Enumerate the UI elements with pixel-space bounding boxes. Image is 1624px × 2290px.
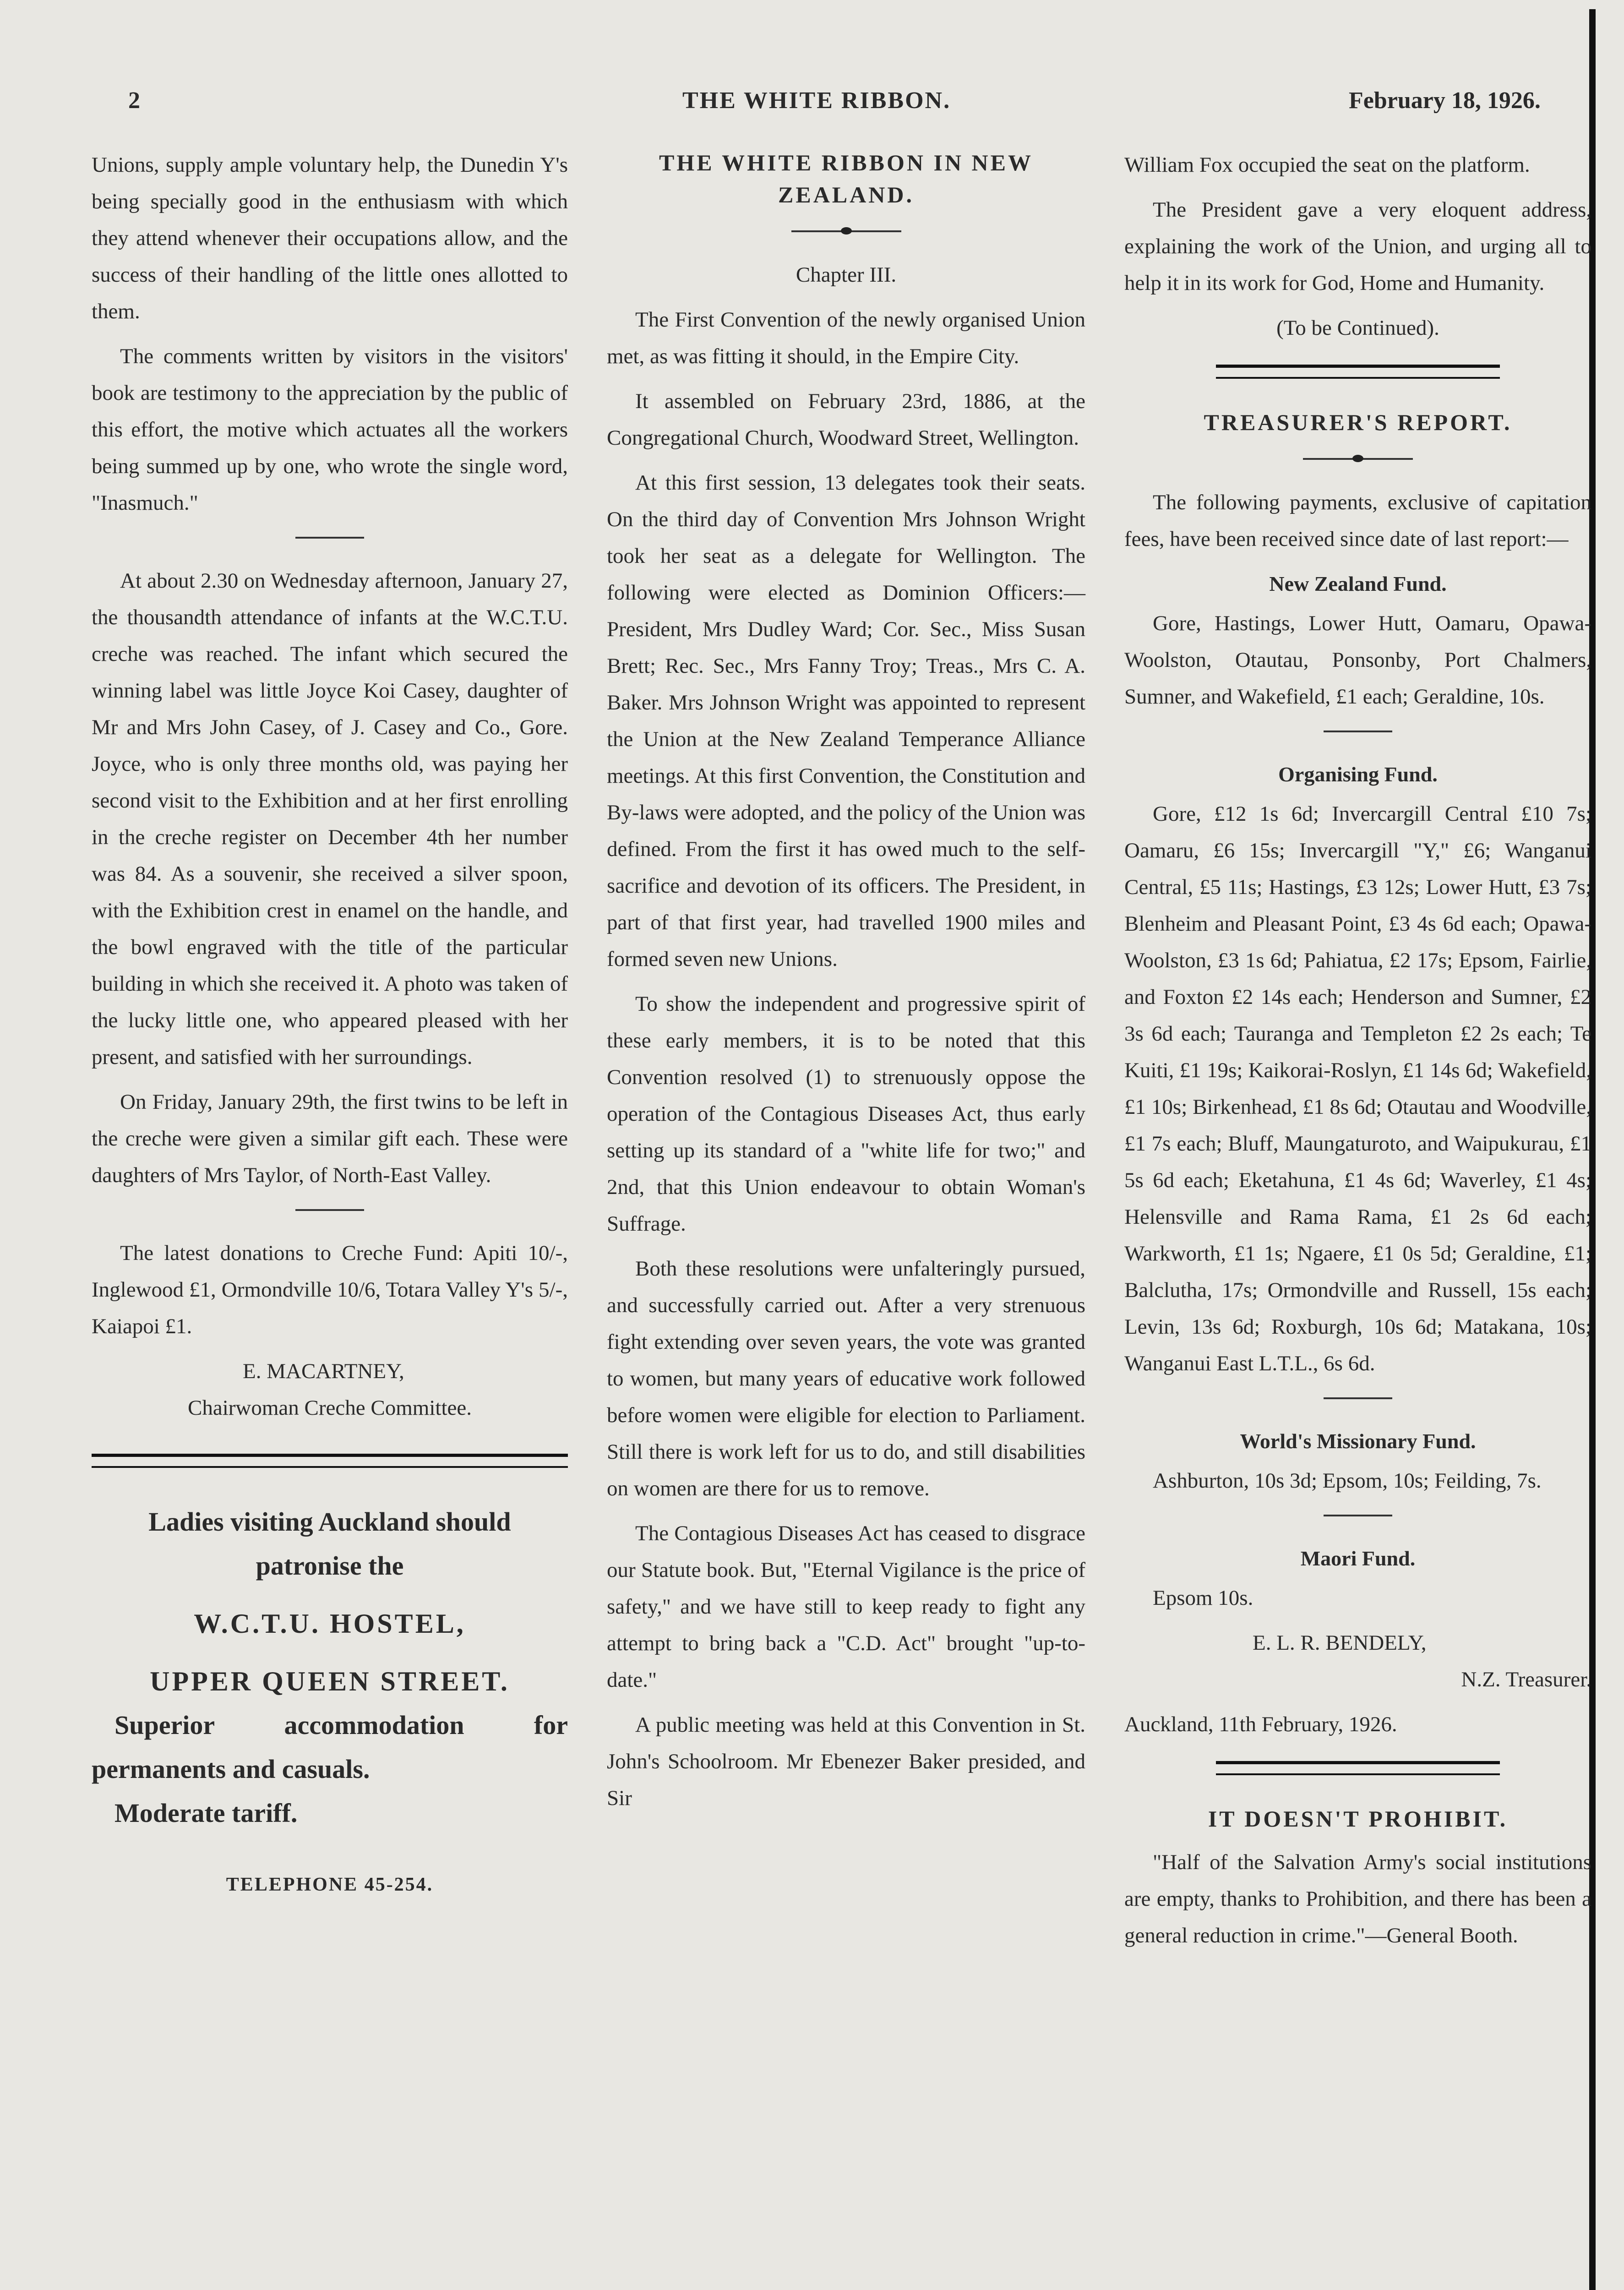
creche-paragraph-3: At about 2.30 on Wednesday afternoon, January 27, the thousandth attendance of infants at the W.C.T.U. creche was reached. The infant which secured the winning label was little Joyce Koi Casey, daughter of Mr and Mrs John Casey, of J. Casey and Co., Gore. Joyce, who is only three months old, was paying her second visit to the Exhibition and at her first enrolling in the creche register on December 4th her number was 84. As a souvenir, she received a silver spoon, with the Exhibition crest in enamel on the handle, and the bowl engraved with the title of the particular building in which she received it. A photo was taken of the lucky little one, who appeared pleased with her present, and satisfied with her surroundings. — [92, 569, 568, 1069]
history-paragraph-1: The First Convention of the newly organised Union met, as was fitting it should, in the Empire City. — [607, 308, 1085, 368]
history-paragraph-3: At this first session, 13 delegates took their seats. On the third day of Convention Mrs Johnson Wright took her seat as a delegate for Wellington. The following were elected as Dominion Officers:—President, Mrs Dudley Ward; Cor. Sec., Miss Susan Brett; Rec. Sec., Mrs Fanny Troy; Treas., Mrs C. A. Baker. Mrs Johnson Wright was appointed to represent the Union at the New Zealand Temperance Alliance meetings. At this first Convention, the Constitution and By-laws were adopted, and the policy of the Union was defined. From the first it has owed much to the self-sacrifice and devotion of its officers. The President, in part of that first year, had travelled 1900 miles and formed seven new Unions. — [607, 471, 1085, 971]
page-number: 2 — [128, 87, 140, 114]
ad-line-5: Superior accommodation for — [114, 1710, 568, 1740]
double-rule — [1216, 365, 1500, 379]
to-be-continued: (To be Continued). — [1276, 316, 1439, 340]
creche-paragraph-1: Unions, supply ample voluntary help, the Dunedin Y's being specially good in the enthusiasm with which they attend whenever their occupations allow, and the success of their handling of the little ones allotted to them. — [92, 153, 568, 323]
ad-street: UPPER QUEEN STREET. — [150, 1666, 510, 1696]
history-paragraph-8: The President gave a very eloquent address, explaining the work of the Union, and urging all to help it in its work for God, Home and Humanity. — [1124, 198, 1591, 295]
history-paragraph-2: It assembled on February 23rd, 1886, at the Congregational Church, Woodward Street, Wellington. — [607, 389, 1085, 450]
hostel-advertisement — [92, 1500, 568, 1907]
section-divider — [1324, 1397, 1392, 1399]
prohibit-title: IT DOESN'T PROHIBIT. — [1208, 1806, 1508, 1832]
ornamental-rule — [791, 220, 901, 243]
ad-telephone: TELEPHONE 45-254. — [226, 1874, 434, 1895]
creche-donations: The latest donations to Creche Fund: Apiti 10/-, Inglewood £1, Ormondville 10/6, Totara Valley Y's 5/-, Kaiapoi £1. — [92, 1241, 568, 1338]
column-middle — [607, 147, 1085, 1825]
issue-date: February 18, 1926. — [1349, 87, 1541, 114]
nz-fund-list: Gore, Hastings, Lower Hutt, Oamaru, Opawa-Woolston, Otautau, Ponsonby, Port Chalmers, Sumner, and Wakefield, £1 each; Geraldine, 10s. — [1124, 611, 1591, 709]
prohibit-quote: "Half of the Salvation Army's social institutions are empty, thanks to Prohibition, and there has been a general reduction in crime."—General Booth. — [1124, 1850, 1591, 1947]
history-paragraph-6: The Contagious Diseases Act has ceased to disgrace our Statute book. But, "Eternal Vigilance is the price of safety," and we have still to keep ready to fight any attempt to bring back a "C.D. Act" brought "up-to-date." — [607, 1521, 1085, 1692]
ornamental-rule — [1303, 447, 1413, 470]
column-right — [1124, 147, 1591, 1962]
nz-fund-heading: New Zealand Fund. — [1269, 572, 1447, 595]
organising-fund-heading: Organising Fund. — [1278, 763, 1438, 786]
history-continuation: William Fox occupied the seat on the platform. — [1124, 153, 1530, 177]
missionary-fund-list: Ashburton, 10s 3d; Epsom, 10s; Feilding, 7s. — [1153, 1469, 1542, 1493]
missionary-fund-heading: World's Missionary Fund. — [1240, 1429, 1476, 1453]
organising-fund-list: Gore, £12 1s 6d; Invercargill Central £10 7s; Oamaru, £6 15s; Invercargill "Y," £6; Wanganui Central, £5 11s; Hastings, £3 12s; Lower Hutt, £3 7s; Blenheim and Pleasant Point, £3 4s 6d each; Opawa-Woolston, £3 1s 6d; Pahiatua, £2 17s; Epsom, Fairlie, and Foxton £2 14s each; Henderson and Sumner, £2 3s 6d each; Tauranga and Templeton £2 2s each; Te Kuiti, £1 19s; Kaikorai-Roslyn, £1 14s 6d; Wakefield, £1 10s; Birkenhead, £1 8s 6d; Otautau and Woodville, £1 7s each; Bluff, Maungaturoto, and Waipukurau, £1 5s 6d each; Eketahuna, £1 4s 6d; Waverley, £1 4s; Helensville and Rama Rama, £1 2s 6d each; Warkworth, £1 1s; Ngaere, £1 0s 5d; Geraldine, £1; Balclutha, 17s; Ormondville and Russell, 15s each; Levin, 13s 6d; Roxburgh, 10s 6d; Matakana, 10s; Wanganui East L.T.L., 6s 6d. — [1124, 802, 1591, 1375]
section-divider — [295, 1209, 364, 1211]
history-paragraph-7: A public meeting was held at this Convention in St. John's Schoolroom. Mr Ebenezer Baker presided, and Sir — [607, 1713, 1085, 1810]
creche-paragraph-2: The comments written by visitors in the visitors' book are testimony to the appreciation by the public of this effort, the motive which actuates all the workers being summed up by one, who wrote the single word, "Inasmuch." — [92, 344, 568, 515]
double-rule — [92, 1454, 568, 1468]
ad-line-2: patronise the — [256, 1551, 404, 1581]
ad-line-6: permanents and casuals. — [92, 1754, 370, 1784]
ad-line-1: Ladies visiting Auckland should — [148, 1507, 511, 1537]
ad-line-7: Moderate tariff. — [114, 1798, 298, 1828]
chapter-heading: Chapter III. — [796, 263, 897, 287]
article-title: THE WHITE RIBBON IN NEW ZEALAND. — [659, 150, 1034, 207]
column-left — [92, 147, 568, 1907]
publication-title: THE WHITE RIBBON. — [682, 87, 951, 114]
page-header — [0, 87, 1624, 124]
history-paragraph-4: To show the independent and progressive spirit of these early members, it is to be noted that this Convention resolved (1) to strenuously oppose the operation of the Contagious Diseases Act, thus early setting up its standard of a "white life for two;" and 2nd, that this Union endeavour to obtain Woman's Suffrage. — [607, 992, 1085, 1236]
creche-signature-title: Chairwoman Creche Committee. — [188, 1396, 472, 1420]
maori-fund-heading: Maori Fund. — [1300, 1547, 1416, 1570]
double-rule — [1216, 1761, 1500, 1775]
treasurer-signature-place: Auckland, 11th February, 1926. — [1124, 1712, 1397, 1736]
maori-fund-list: Epsom 10s. — [1153, 1586, 1253, 1610]
treasurer-intro: The following payments, exclusive of capitation fees, have been received since date of last report:— — [1124, 491, 1591, 551]
section-divider — [1324, 1515, 1392, 1516]
section-divider — [1324, 731, 1392, 732]
treasurer-report-title: TREASURER'S REPORT. — [1204, 409, 1512, 435]
ad-hostel-name: W.C.T.U. HOSTEL, — [194, 1608, 466, 1639]
creche-signature-name: E. MACARTNEY, — [243, 1359, 404, 1383]
creche-paragraph-4: On Friday, January 29th, the first twins to be left in the creche were given a similar gift each. These were daughters of Mrs Taylor, of North-East Valley. — [92, 1090, 568, 1187]
section-divider — [295, 537, 364, 539]
treasurer-signature-name: E. L. R. BENDELY, — [1253, 1631, 1427, 1655]
history-paragraph-5: Both these resolutions were unfalteringly pursued, and successfully carried out. After a very strenuous fight extending over seven years, the vote was granted to women, but many years of educative work followed before women were eligible for election to Parliament. Still there is work left for us to do, and still disabilities on women are there for us to remove. — [607, 1257, 1085, 1500]
treasurer-signature-title: N.Z. Treasurer. — [1461, 1668, 1591, 1691]
